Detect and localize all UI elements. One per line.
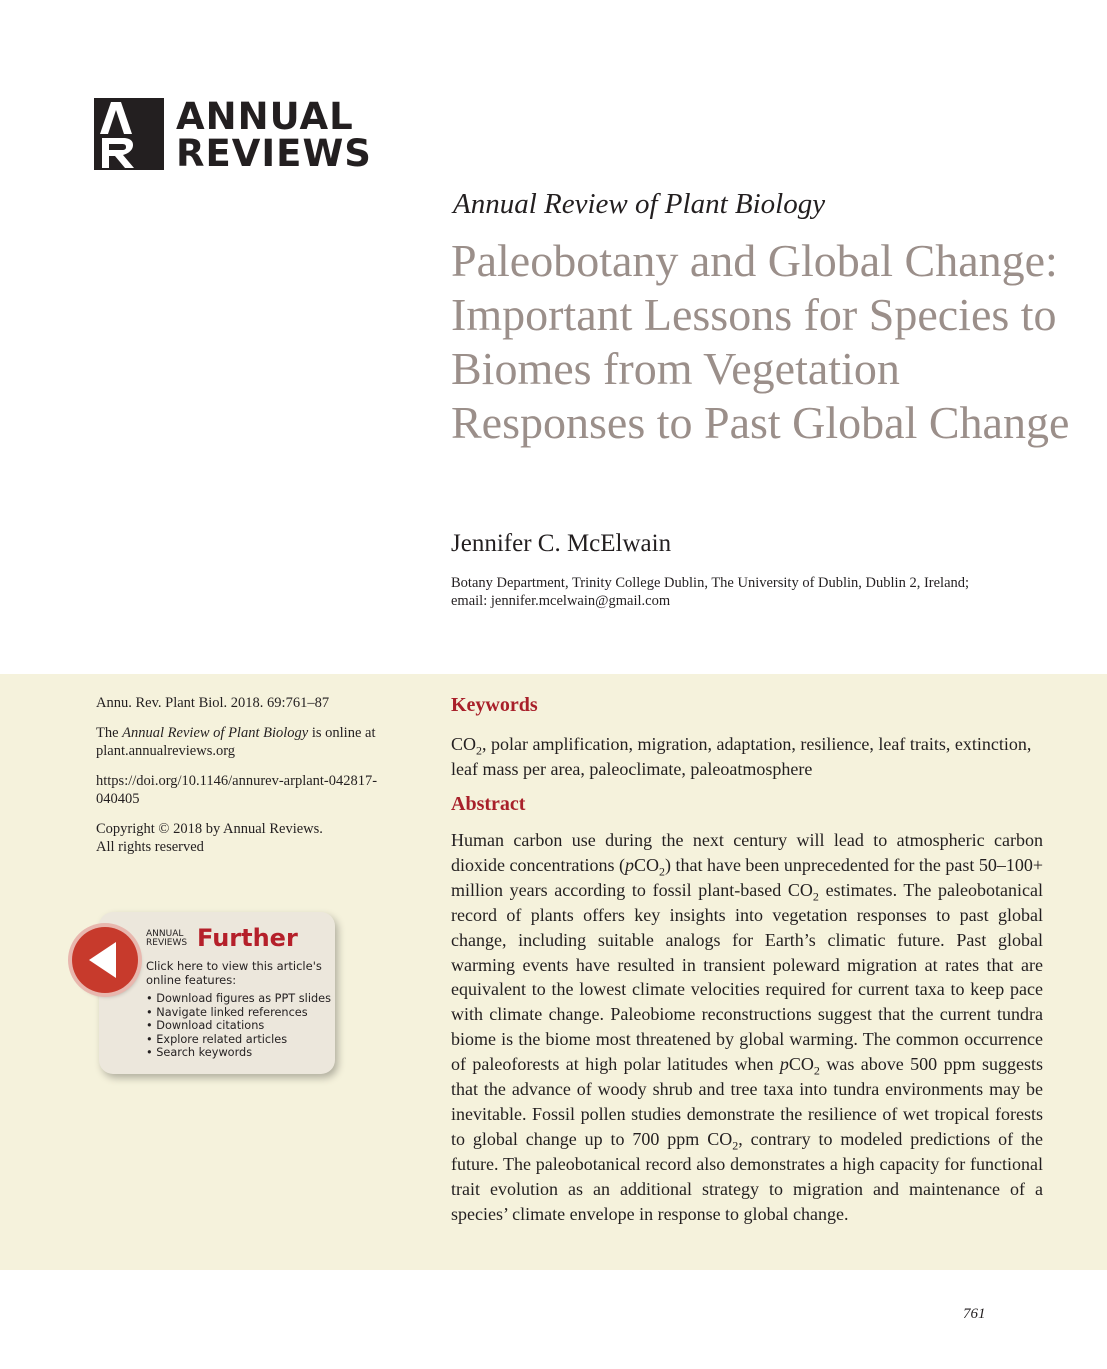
publisher-line1: ANNUAL (176, 95, 354, 138)
co2-text: CO (707, 1128, 733, 1149)
co2-text: CO (788, 1054, 814, 1075)
ar-monogram-icon (94, 98, 164, 170)
publisher-line2: REVIEWS (176, 132, 372, 175)
page-number: 761 (963, 1306, 986, 1322)
online-suffix: is online at (308, 725, 376, 741)
annual-reviews-logo (94, 95, 372, 175)
abstract-heading: Abstract (451, 793, 526, 815)
pco2-p: p (779, 1054, 789, 1075)
co2-subscript: 2 (476, 743, 483, 758)
co2-text: CO (633, 854, 659, 875)
citation: Annu. Rev. Plant Biol. 2018. 69:761–87 (96, 695, 330, 711)
abstract-segment: Human carbon use during the next century will lead to atmospheric carbon dioxide concentrations ( (451, 830, 1043, 875)
doi[interactable] (96, 772, 416, 808)
abstract-body (451, 828, 1043, 1227)
click-here-link[interactable]: Click here (146, 959, 203, 973)
list-item[interactable]: • Download citations (146, 1019, 331, 1033)
online-prefix: The (96, 725, 123, 741)
affiliation-line1: Botany Department, Trinity College Dublin, The University of Dublin, Dublin 2, Ireland; (451, 575, 970, 591)
journal-name: Annual Review of Plant Biology (453, 188, 826, 220)
list-item[interactable]: • Download figures as PPT slides (146, 992, 331, 1006)
keywords-text: , polar amplification, migration, adaptation, resilience, leaf traits, extinction, leaf mass per area, paleoclimate, paleoatmosphere (451, 734, 1032, 779)
co2-subscript: 2 (813, 1063, 820, 1078)
abstract-segment: estimates. The paleobotanical record of plants offers key insights into vegetation responses to past global change, including suitable analogs for Earth’s climatic future. Past global warming events have resulted in transient poleward migration at rates that are equivalent to the lowest climate velocities required for current taxa to keep pace with climate change. Paleobiome reconstructions suggest that the current tundra biome is the biome most threatened by global warming. The common occurrence of paleoforests at high polar latitudes when (451, 879, 1044, 1075)
list-item[interactable]: • Explore related articles (146, 1033, 331, 1047)
list-item[interactable]: • Navigate linked references (146, 1006, 331, 1020)
further-title: Further (197, 924, 298, 952)
article-info-sidebar (96, 694, 416, 868)
further-description (146, 960, 331, 987)
online-journal: Annual Review of Plant Biology (122, 725, 309, 741)
co2-text: CO (451, 734, 477, 754)
back-arrow-icon[interactable] (72, 927, 138, 993)
article-title: Paleobotany and Global Change: Important Lessons for Species to Biomes from Vegetation Responses to Past Global Change (451, 235, 1070, 448)
online-url[interactable]: plant.annualreviews.org (96, 743, 236, 759)
further-brand (146, 930, 187, 948)
co2-subscript: 2 (658, 864, 665, 879)
online-note (96, 724, 416, 760)
pco2-p: p (624, 854, 634, 875)
affiliation-email[interactable]: email: jennifer.mcelwain@gmail.com (451, 593, 671, 609)
rights-line: All rights reserved (96, 839, 204, 855)
abstract-segment: , contrary to modeled predictions of the future. The paleobotanical record also demonstrates a high capacity for functional trait evolution as an additional strategy to migration and maintenance of a species’ climate envelope in response to global change. (451, 1128, 1043, 1224)
keywords-list (451, 732, 1043, 782)
author-name: Jennifer C. McElwain (451, 530, 672, 557)
further-brand-line1: ANNUAL (146, 929, 184, 939)
further-description-text: to view this article's online features: (146, 959, 322, 987)
copyright-line: Copyright © 2018 by Annual Reviews. (96, 821, 323, 837)
abstract-segment: ) that have been unprecedented for the past 50–100+ million years according to fossil plant-based (451, 854, 1043, 900)
further-brand-line2: REVIEWS (146, 938, 188, 948)
co2-subscript: 2 (812, 889, 819, 904)
publisher-name (176, 95, 372, 175)
list-item[interactable]: • Search keywords (146, 1046, 331, 1060)
co2-subscript: 2 (732, 1138, 739, 1153)
copyright (96, 820, 416, 856)
doi-line2: 040405 (96, 791, 140, 807)
doi-line1: https://doi.org/10.1146/annurev-arplant-042817- (96, 773, 378, 789)
further-features-list (146, 992, 331, 1060)
keywords-heading: Keywords (451, 694, 538, 716)
affiliation (451, 574, 969, 610)
abstract-segment: was above 500 ppm suggests that the advance of woody shrub and tree taxa into tundra environments may be inevitable. Fossil pollen studies demonstrate the resilience of wet tropical forests to global change up to 700 ppm (451, 1054, 1043, 1149)
co2-text: CO (787, 879, 813, 900)
